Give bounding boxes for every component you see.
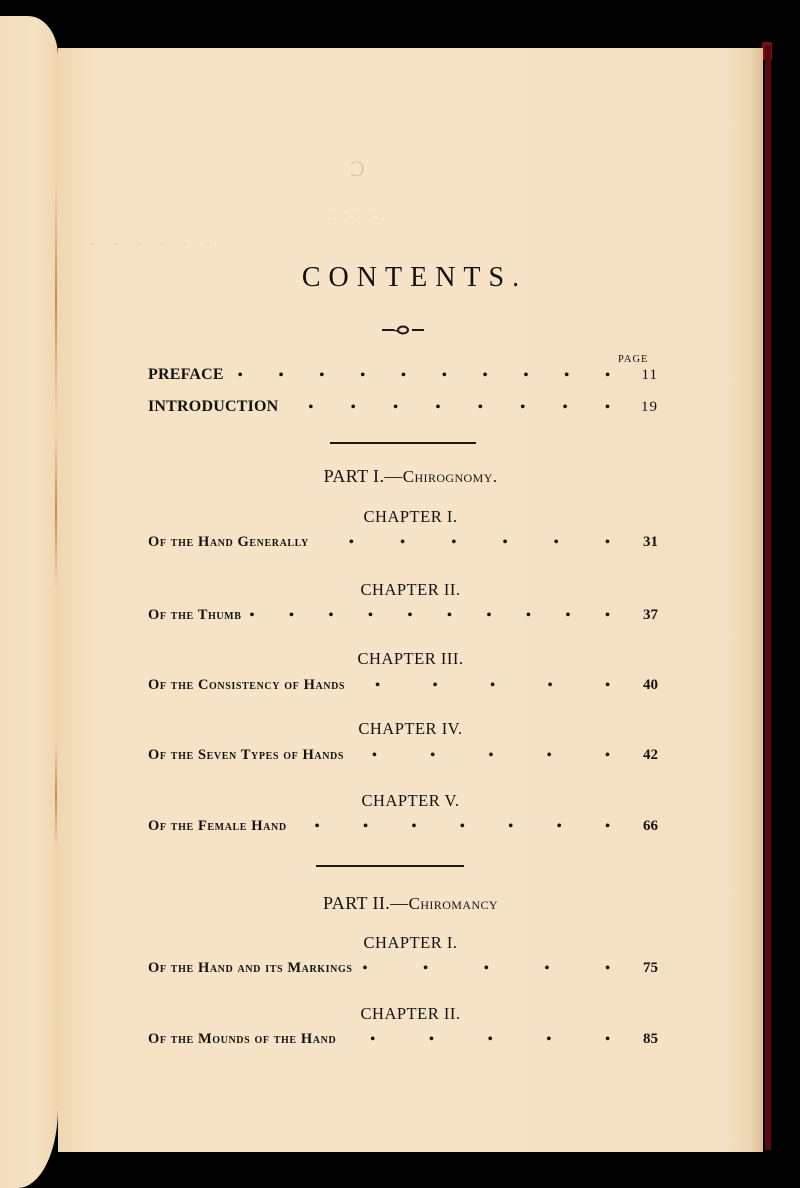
page-edge-shadow (751, 48, 763, 1152)
entry-page-number: 40 (643, 677, 658, 693)
gutter-shadow (55, 180, 57, 420)
entry-title: Of the Consistency of Hands (148, 677, 346, 693)
left-facing-page (0, 16, 58, 1188)
section-rule (316, 865, 464, 867)
ornament-divider-icon (380, 325, 426, 335)
show-through-mark: · · · · · · (88, 238, 211, 253)
part-heading-1 (58, 466, 763, 487)
cover-edge (765, 45, 771, 1150)
chapter-heading: CHAPTER IV. (358, 719, 463, 738)
toc-entry-chapter[interactable] (148, 1031, 658, 1053)
entry-title: Of the Seven Types of Hands (148, 747, 345, 763)
entry-page-number: 85 (643, 1031, 658, 1047)
contents-page (58, 48, 763, 1152)
toc-entry-chapter[interactable] (148, 818, 658, 840)
toc-entry-introduction[interactable] (148, 398, 658, 420)
show-through-mark: · · · · · (328, 210, 384, 225)
entry-title: Of the Thumb (148, 607, 242, 623)
entry-title: Of the Female Hand (148, 818, 287, 834)
toc-entry-preface[interactable] (148, 366, 658, 388)
toc-entry-chapter[interactable] (148, 607, 658, 629)
entry-title: Of the Hand and its Markings (148, 960, 353, 976)
entry-page-number: 37 (643, 607, 658, 623)
page-column-label: PAGE (618, 354, 649, 365)
toc-entry-chapter[interactable] (148, 960, 658, 982)
dot-leader: • • • • • • • • (308, 400, 610, 415)
toc-entry-chapter[interactable] (148, 534, 658, 556)
chapter-heading: CHAPTER I. (363, 507, 458, 526)
part-title: Chirognomy. (402, 467, 498, 486)
part-heading-2 (58, 893, 763, 914)
dot-leader: • • • • • (370, 1032, 610, 1047)
section-rule (330, 442, 476, 444)
entry-page-number: 31 (643, 534, 658, 550)
toc-entry-chapter[interactable] (148, 747, 658, 769)
entry-page-number: 11 (641, 367, 658, 383)
chapter-heading: CHAPTER II. (360, 580, 461, 599)
chapter-heading: CHAPTER III. (357, 649, 464, 668)
entry-title: INTRODUCTION (148, 398, 279, 415)
dot-leader: • • • • • (372, 748, 610, 763)
gutter-shadow (55, 740, 57, 850)
dot-leader: • • • • • (362, 961, 610, 976)
entry-title: Of the Hand Generally (148, 534, 309, 550)
entry-page-number: 19 (641, 399, 658, 415)
entry-title: PREFACE (148, 366, 224, 383)
part-number: PART II.— (323, 893, 409, 913)
show-through-mark: C (348, 156, 365, 181)
page-title: CONTENTS. (301, 262, 528, 293)
entry-title: Of the Mounds of the Hand (148, 1031, 337, 1047)
part-title: Chiromancy (408, 894, 498, 913)
dot-leader: • • • • • • • (314, 819, 610, 834)
toc-entry-chapter[interactable] (148, 677, 658, 699)
dot-leader: • • • • • • (348, 535, 610, 550)
part-number: PART I.— (323, 466, 403, 486)
entry-page-number: 42 (643, 747, 658, 763)
dot-leader: • • • • • (375, 678, 610, 693)
dot-leader: • • • • • • • • • • (237, 368, 610, 383)
chapter-heading: CHAPTER V. (361, 791, 460, 810)
entry-page-number: 75 (643, 960, 658, 976)
dot-leader: • • • • • • • • • • (249, 608, 610, 623)
chapter-heading: CHAPTER II. (360, 1004, 461, 1023)
gutter-shadow (55, 430, 57, 590)
chapter-heading: CHAPTER I. (363, 933, 458, 952)
entry-page-number: 66 (643, 818, 658, 834)
